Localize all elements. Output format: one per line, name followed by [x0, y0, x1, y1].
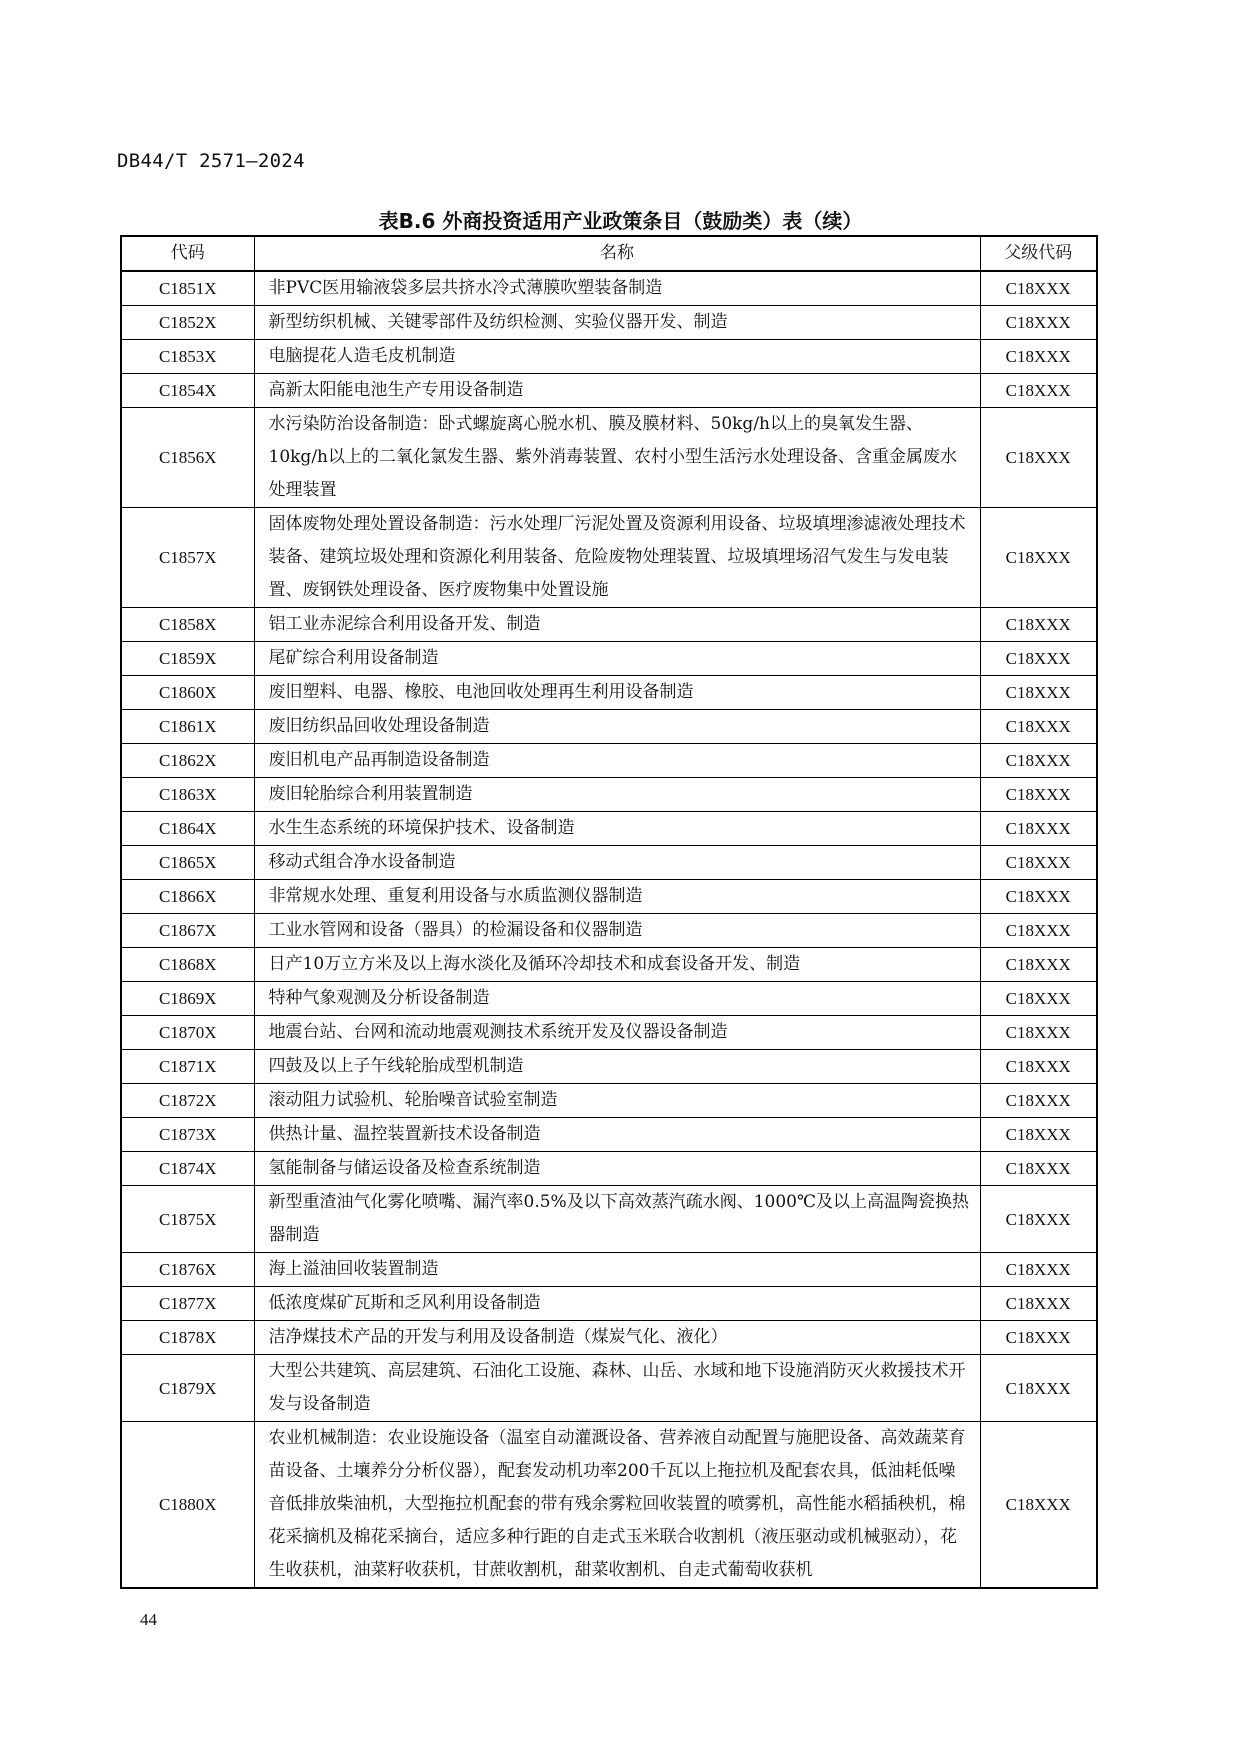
code-cell: C1871X	[121, 1050, 254, 1084]
table-row	[121, 408, 1097, 508]
code-cell: C1857X	[121, 508, 254, 608]
name-cell: 低浓度煤矿瓦斯和乏风利用设备制造	[254, 1287, 980, 1321]
name-cell: 铝工业赤泥综合利用设备开发、制造	[254, 608, 980, 642]
parent-code-cell: C18XXX	[980, 914, 1097, 948]
table-row	[121, 1050, 1097, 1084]
name-cell: 废旧塑料、电器、橡胶、电池回收处理再生利用设备制造	[254, 676, 980, 710]
table-row	[121, 1422, 1097, 1589]
parent-code-cell: C18XXX	[980, 1253, 1097, 1287]
table-row	[121, 1253, 1097, 1287]
column-header-code: 代码	[121, 236, 254, 271]
table-row	[121, 1016, 1097, 1050]
code-cell: C1877X	[121, 1287, 254, 1321]
code-cell: C1852X	[121, 306, 254, 340]
code-cell: C1861X	[121, 710, 254, 744]
table-row	[121, 608, 1097, 642]
parent-code-cell: C18XXX	[980, 1050, 1097, 1084]
table-row	[121, 1084, 1097, 1118]
table-row	[121, 676, 1097, 710]
parent-code-cell: C18XXX	[980, 1084, 1097, 1118]
name-cell: 新型重渣油气化雾化喷嘴、漏汽率0.5%及以下高效蒸汽疏水阀、1000℃及以上高温陶瓷换热器制造	[254, 1186, 980, 1253]
name-cell: 尾矿综合利用设备制造	[254, 642, 980, 676]
code-cell: C1867X	[121, 914, 254, 948]
page-number: 44	[140, 1610, 157, 1629]
parent-code-cell: C18XXX	[980, 982, 1097, 1016]
parent-code-cell: C18XXX	[980, 408, 1097, 508]
name-cell: 供热计量、温控装置新技术设备制造	[254, 1118, 980, 1152]
name-cell: 特种气象观测及分析设备制造	[254, 982, 980, 1016]
table-title: 表B.6 外商投资适用产业政策条目（鼓励类）表（续）	[378, 209, 863, 233]
name-cell: 废旧轮胎综合利用装置制造	[254, 778, 980, 812]
name-cell: 新型纺织机械、关键零部件及纺织检测、实验仪器开发、制造	[254, 306, 980, 340]
parent-code-cell: C18XXX	[980, 340, 1097, 374]
name-cell: 农业机械制造：农业设施设备（温室自动灌溉设备、营养液自动配置与施肥设备、高效蔬菜育苗设备、土壤养分分析仪器），配套发动机功率200千瓦以上拖拉机及配套农具，低油耗低噪音低排放柴油机，大型拖拉机配套的带有残余雾粒回收装置的喷雾机，高性能水稻插秧机，棉花采摘机及棉花采摘台，适应多种行距的自走式玉米联合收割机（液压驱动或机械驱动），花生收获机，油菜籽收获机，甘蔗收割机，甜菜收割机、自走式葡萄收获机	[254, 1422, 980, 1589]
parent-code-cell: C18XXX	[980, 710, 1097, 744]
parent-code-cell: C18XXX	[980, 608, 1097, 642]
code-cell: C1853X	[121, 340, 254, 374]
column-header-parent-code: 父级代码	[980, 236, 1097, 271]
parent-code-cell: C18XXX	[980, 1118, 1097, 1152]
name-cell: 电脑提花人造毛皮机制造	[254, 340, 980, 374]
code-cell: C1880X	[121, 1422, 254, 1589]
table-row	[121, 374, 1097, 408]
column-header-name: 名称	[254, 236, 980, 271]
parent-code-cell: C18XXX	[980, 1321, 1097, 1355]
table-row	[121, 778, 1097, 812]
name-cell: 工业水管网和设备（器具）的检漏设备和仪器制造	[254, 914, 980, 948]
table-row	[121, 1118, 1097, 1152]
table-row	[121, 306, 1097, 340]
name-cell: 非PVC医用输液袋多层共挤水冷式薄膜吹塑装备制造	[254, 271, 980, 306]
code-cell: C1866X	[121, 880, 254, 914]
parent-code-cell: C18XXX	[980, 1287, 1097, 1321]
document-id: DB44/T 2571—2024	[117, 150, 305, 172]
table-row	[121, 880, 1097, 914]
parent-code-cell: C18XXX	[980, 812, 1097, 846]
parent-code-cell: C18XXX	[980, 880, 1097, 914]
name-cell: 洁净煤技术产品的开发与利用及设备制造（煤炭气化、液化）	[254, 1321, 980, 1355]
code-cell: C1858X	[121, 608, 254, 642]
parent-code-cell: C18XXX	[980, 744, 1097, 778]
table-body	[121, 271, 1097, 1588]
table-row	[121, 508, 1097, 608]
table-row	[121, 1355, 1097, 1422]
table-row	[121, 340, 1097, 374]
code-cell: C1870X	[121, 1016, 254, 1050]
code-cell: C1854X	[121, 374, 254, 408]
code-cell: C1862X	[121, 744, 254, 778]
table-row	[121, 914, 1097, 948]
parent-code-cell: C18XXX	[980, 374, 1097, 408]
table-row	[121, 1287, 1097, 1321]
parent-code-cell: C18XXX	[980, 508, 1097, 608]
code-cell: C1863X	[121, 778, 254, 812]
code-cell: C1864X	[121, 812, 254, 846]
name-cell: 海上溢油回收装置制造	[254, 1253, 980, 1287]
parent-code-cell: C18XXX	[980, 1016, 1097, 1050]
table-row	[121, 642, 1097, 676]
parent-code-cell: C18XXX	[980, 948, 1097, 982]
name-cell: 废旧机电产品再制造设备制造	[254, 744, 980, 778]
parent-code-cell: C18XXX	[980, 1355, 1097, 1422]
name-cell: 大型公共建筑、高层建筑、石油化工设施、森林、山岳、水域和地下设施消防灭火救援技术开发与设备制造	[254, 1355, 980, 1422]
name-cell: 滚动阻力试验机、轮胎噪音试验室制造	[254, 1084, 980, 1118]
table-header-row	[121, 236, 1097, 271]
code-cell: C1856X	[121, 408, 254, 508]
name-cell: 四鼓及以上子午线轮胎成型机制造	[254, 1050, 980, 1084]
parent-code-cell: C18XXX	[980, 1152, 1097, 1186]
code-cell: C1875X	[121, 1186, 254, 1253]
table-row	[121, 271, 1097, 306]
code-cell: C1876X	[121, 1253, 254, 1287]
table-row	[121, 846, 1097, 880]
parent-code-cell: C18XXX	[980, 271, 1097, 306]
name-cell: 日产10万立方米及以上海水淡化及循环冷却技术和成套设备开发、制造	[254, 948, 980, 982]
code-cell: C1873X	[121, 1118, 254, 1152]
name-cell: 水污染防治设备制造：卧式螺旋离心脱水机、膜及膜材料、50kg/h以上的臭氧发生器、10kg/h以上的二氧化氯发生器、紫外消毒装置、农村小型生活污水处理设备、含重金属废水处理装置	[254, 408, 980, 508]
name-cell: 非常规水处理、重复利用设备与水质监测仪器制造	[254, 880, 980, 914]
name-cell: 废旧纺织品回收处理设备制造	[254, 710, 980, 744]
name-cell: 固体废物处理处置设备制造：污水处理厂污泥处置及资源利用设备、垃圾填埋渗滤液处理技术装备、建筑垃圾处理和资源化利用装备、危险废物处理装置、垃圾填埋场沼气发生与发电装置、废钢铁处理设备、医疗废物集中处置设施	[254, 508, 980, 608]
name-cell: 氢能制备与储运设备及检查系统制造	[254, 1152, 980, 1186]
name-cell: 地震台站、台网和流动地震观测技术系统开发及仪器设备制造	[254, 1016, 980, 1050]
parent-code-cell: C18XXX	[980, 778, 1097, 812]
table-row	[121, 1152, 1097, 1186]
code-cell: C1860X	[121, 676, 254, 710]
parent-code-cell: C18XXX	[980, 642, 1097, 676]
table-row	[121, 1321, 1097, 1355]
parent-code-cell: C18XXX	[980, 1186, 1097, 1253]
table-row	[121, 1186, 1097, 1253]
name-cell: 高新太阳能电池生产专用设备制造	[254, 374, 980, 408]
table-row	[121, 744, 1097, 778]
table-row	[121, 982, 1097, 1016]
table-row	[121, 948, 1097, 982]
code-cell: C1851X	[121, 271, 254, 306]
code-cell: C1869X	[121, 982, 254, 1016]
parent-code-cell: C18XXX	[980, 306, 1097, 340]
parent-code-cell: C18XXX	[980, 1422, 1097, 1589]
table-row	[121, 710, 1097, 744]
code-cell: C1874X	[121, 1152, 254, 1186]
code-cell: C1868X	[121, 948, 254, 982]
table-row	[121, 812, 1097, 846]
code-cell: C1879X	[121, 1355, 254, 1422]
code-cell: C1872X	[121, 1084, 254, 1118]
code-cell: C1878X	[121, 1321, 254, 1355]
name-cell: 移动式组合净水设备制造	[254, 846, 980, 880]
policy-catalog-table	[120, 235, 1098, 1589]
parent-code-cell: C18XXX	[980, 846, 1097, 880]
parent-code-cell: C18XXX	[980, 676, 1097, 710]
code-cell: C1865X	[121, 846, 254, 880]
code-cell: C1859X	[121, 642, 254, 676]
name-cell: 水生生态系统的环境保护技术、设备制造	[254, 812, 980, 846]
